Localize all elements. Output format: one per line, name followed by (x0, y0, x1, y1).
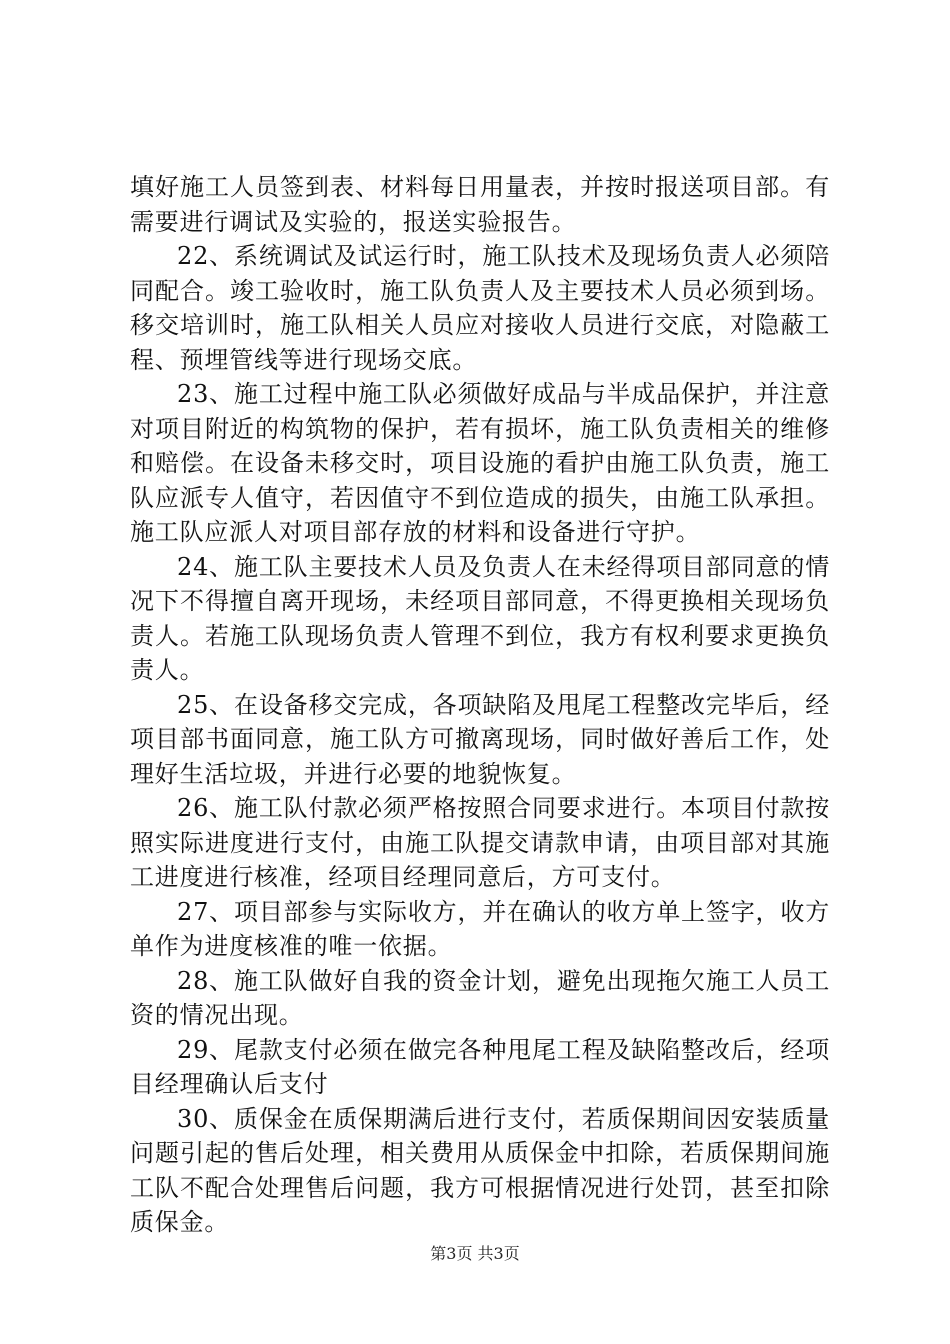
paragraph-item-28: 28、施工队做好自我的资金计划，避免出现拖欠施工人员工资的情况出现。 (130, 966, 830, 1029)
page-number: 第3页 共3页 (430, 1244, 520, 1263)
paragraph-continued: 填好施工人员签到表、材料每日用量表，并按时报送项目部。有需要进行调试及实验的，报送实验报告。 (130, 173, 830, 236)
paragraph-item-26: 26、施工队付款必须严格按照合同要求进行。本项目付款按照实际进度进行支付，由施工队提交请款申请，由项目部对其施工进度进行核准，经项目经理同意后，方可支付。 (130, 794, 830, 891)
page-footer (0, 1244, 950, 1264)
paragraph-item-24: 24、施工队主要技术人员及负责人在未经得项目部同意的情况下不得擅自离开现场，未经项目部同意，不得更换相关现场负责人。若施工队现场负责人管理不到位，我方有权利要求更换负责人。 (130, 552, 830, 684)
paragraph-item-23: 23、施工过程中施工队必须做好成品与半成品保护，并注意对项目附近的构筑物的保护，若有损坏，施工队负责相关的维修和赔偿。在设备未移交时，项目设施的看护由施工队负责，施工队应派专人值守，若因值守不到位造成的损失，由施工队承担。施工队应派人对项目部存放的材料和设备进行守护。 (130, 380, 830, 546)
paragraph-item-27: 27、项目部参与实际收方，并在确认的收方单上签字，收方单作为进度核准的唯一依据。 (130, 897, 830, 960)
paragraph-item-22: 22、系统调试及试运行时，施工队技术及现场负责人必须陪同配合。竣工验收时，施工队负责人及主要技术人员必须到场。移交培训时，施工队相关人员应对接收人员进行交底，对隐蔽工程、预埋管线等进行现场交底。 (130, 242, 830, 374)
document-body (130, 170, 830, 1240)
paragraph-item-25: 25、在设备移交完成，各项缺陷及甩尾工程整改完毕后，经项目部书面同意，施工队方可撤离现场，同时做好善后工作，处理好生活垃圾，并进行必要的地貌恢复。 (130, 690, 830, 788)
paragraph-item-29: 29、尾款支付必须在做完各种甩尾工程及缺陷整改后，经项目经理确认后支付 (130, 1035, 830, 1098)
paragraph-item-30: 30、质保金在质保期满后进行支付，若质保期间因安装质量问题引起的售后处理，相关费用从质保金中扣除，若质保期间施工队不配合处理售后问题，我方可根据情况进行处罚，甚至扣除质保金。 (130, 1104, 830, 1236)
